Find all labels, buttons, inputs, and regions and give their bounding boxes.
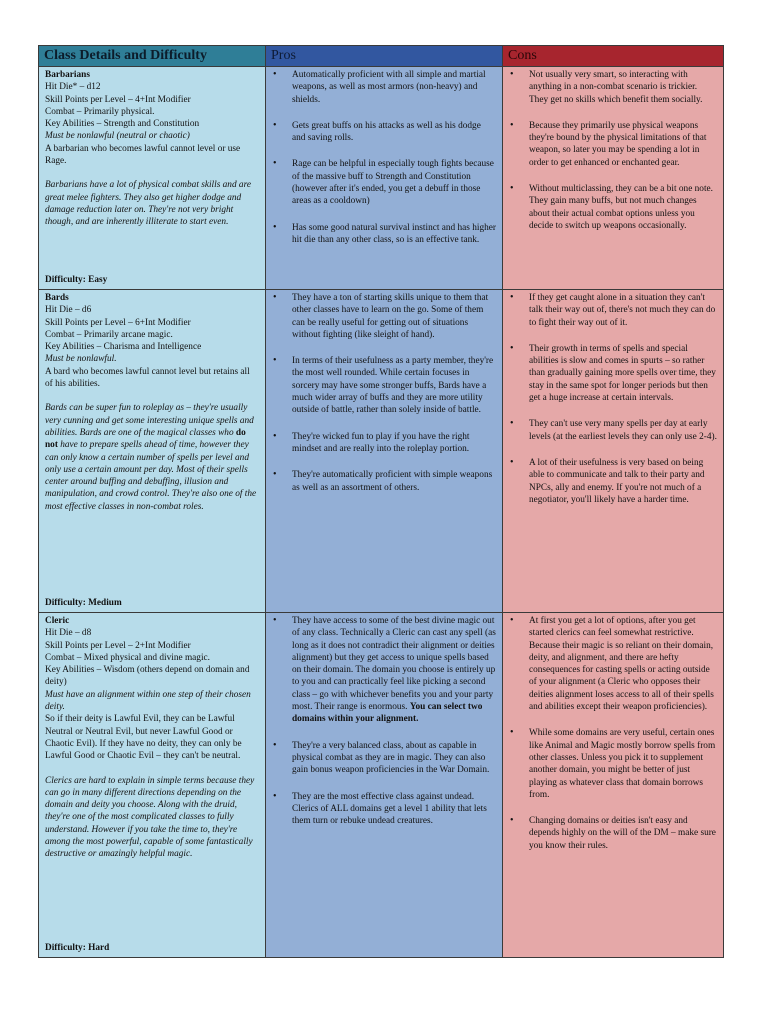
pro-text: They have access to some of the best divine magic out of any class. Technically a Cleric can cast any spell (as long as it does not contradict their alignment or deities alignment) but they get access to unique spells based on their domain. The domain you choose is entirely up to you and can practically feel like picking a second class – go with whichever benefits you and your party most. Their range is enormous. [292, 616, 496, 713]
pro-item: • They're wicked fun to play if you have the right mindset and are really into the roleplay portion. [270, 431, 496, 456]
row-barbarians [39, 67, 724, 290]
con-item: • Without multiclassing, they can be a bit one note. They gain many buffs, but not much changes about their actual combat options unless you decide to switch up weapons occasionally. [507, 183, 717, 232]
con-item: • A lot of their usefulness is very based on being able to communicate and talk to their party and NPCs, ally and enemy. If you're not much of a negotiator, you'll likely have a harder time. [507, 457, 717, 506]
description-part: have to prepare spells ahead of time, however they can only know a certain number of spells per level and only use a certain amount per day. Most of their spells center around buffing and debuffing, illusion and manipulation, and crowd control. They're also one of the most effective classes in non-combat roles. [45, 440, 257, 512]
key-abilities: Key Abilities – Strength and Constitution [45, 119, 200, 130]
class-description [45, 402, 259, 513]
bards-pros [266, 290, 503, 613]
row-cleric [39, 613, 724, 958]
con-item: • Changing domains or deities isn't easy and depends highly on the will of the DM – make sure you know their rules. [507, 815, 717, 852]
pro-item: • Automatically proficient with all simple and martial weapons, as well as most armors (non-heavy) and shields. [270, 69, 496, 106]
pro-emphasis: You can select two domains within your alignment. [292, 702, 483, 725]
class-name: Cleric [45, 616, 70, 626]
skill-points: Skill Points per Level – 6+Int Modifier [45, 317, 191, 328]
skill-points: Skill Points per Level – 2+Int Modifier [45, 640, 191, 651]
pro-item: • Rage can be helpful in especially tough fights because of the massive buff to Strength and Constitution (however after it's ended, you get a debuff in those areas as a cooldown) [270, 158, 496, 207]
description-part: Bards can be super fun to roleplay as – they're usually very cunning and get some interesting unique spells and abilities. Bards are one of the magical classes who [45, 403, 254, 438]
difficulty: Difficulty: Medium [45, 597, 122, 608]
class-name: Bards [45, 293, 69, 303]
bards-details [39, 290, 266, 613]
header-pros: Pros [266, 46, 503, 67]
difficulty: Difficulty: Hard [45, 942, 110, 953]
combat-type: Combat – Primarily physical. [45, 106, 155, 117]
pro-item: • Gets great buffs on his attacks as well as his dodge and saving rolls. [270, 120, 496, 145]
pro-item: • They're a very balanced class, about as capable in physical combat as they are in magic. They can also gain bonus weapon proficiencies in the War Domain. [270, 740, 496, 777]
pro-item [270, 615, 496, 726]
class-description: Barbarians have a lot of physical combat skills and are great melee fighters. They also get higher dodge and damage reduction later on. They're not very bright though, and are inherently illiterate to start even. [45, 180, 251, 228]
header-cons: Cons [503, 46, 724, 67]
bards-cons [503, 290, 724, 613]
con-item: • If they get caught alone in a situation they can't talk their way out of, there's not much they can do to fight their way out of it. [507, 292, 717, 329]
pro-item: • Has some good natural survival instinct and has higher hit die than any other class, so is an effective tank. [270, 222, 496, 247]
hit-die: Hit Die – d6 [45, 305, 92, 316]
alignment-rule: Must have an alignment within one step of their chosen deity. [45, 689, 251, 713]
combat-type: Combat – Mixed physical and divine magic. [45, 652, 210, 663]
difficulty: Difficulty: Easy [45, 274, 108, 285]
class-description: Clerics are hard to explain in simple terms because they can go in many different directions depending on the domain and deity you choose. Along with the druid, they're one of the most complicated classes to fully understand. However if you take the time to, they're among the most powerful, capable of some fantastically destructive or amazingly helpful magic. [45, 775, 255, 860]
barbarians-pros [266, 67, 503, 290]
header-row [39, 46, 724, 67]
class-table [38, 45, 724, 958]
con-item: • At first you get a lot of options, after you get started clerics can feel somewhat restrictive. Because their magic is so reliant on their domain, deity, and alignment, and there are hefty consequences for casting spells or acting outside of your alignment (a Cleric who opposes their deities alignment loses access to all of their spells and abilities except their weapon proficiencies). [507, 615, 717, 713]
cleric-pros [266, 613, 503, 958]
hit-die: Hit Die – d8 [45, 628, 92, 639]
con-item: • Because they primarily use physical weapons they're bound by the physical limitations of that weapon, so later you may be spending a lot in order to get enhanced or enchanted gear. [507, 120, 717, 169]
row-bards [39, 290, 724, 613]
pro-item: • They're automatically proficient with simple weapons as well as an assortment of others. [270, 469, 496, 494]
lawful-note: A barbarian who becomes lawful cannot level or use Rage. [45, 143, 241, 167]
skill-points: Skill Points per Level – 4+Int Modifier [45, 94, 191, 105]
pro-item: • They have a ton of starting skills unique to them that other classes have to learn on the go. Some of them can be really useful for getting out of situations without fighting (like sleight of hand). [270, 292, 496, 341]
key-abilities: Key Abilities – Wisdom (others depend on domain and deity) [45, 665, 250, 688]
hit-die: Hit Die* – d12 [45, 82, 101, 93]
cleric-details [39, 613, 266, 958]
alignment-rule: Must be nonlawful (neutral or chaotic) [45, 131, 190, 142]
pro-item: • In terms of their usefulness as a party member, they're the most well rounded. While certain focuses in sorcery may have some stronger buffs, Bards have a much wider array of buffs and they are more utility outside of battle, rather than solely inside of battle. [270, 355, 496, 416]
header-details: Class Details and Difficulty [39, 46, 266, 67]
con-item: • They can't use very many spells per day at early levels (at the earliest levels they can only use 2-4). [507, 418, 717, 443]
barbarians-details [39, 67, 266, 290]
con-item: • Not usually very smart, so interacting with anything in a non-combat scenario is trickier. They get no skills which benefit them socially. [507, 69, 717, 106]
barbarians-cons [503, 67, 724, 290]
cleric-cons [503, 613, 724, 958]
con-item: • While some domains are very useful, certain ones like Animal and Magic mostly borrow spells from other classes. Unless you pick it to supplement another domain, you might be better of just playing as whatever class that domain borrows from. [507, 727, 717, 801]
deity-note: So if their deity is Lawful Evil, they can be Lawful Neutral or Neutral Evil, but never Lawful Good or Chaotic Evil). If they have no deity, they can only be Lawful Good or Chaotic Evil – they can't be neutral. [45, 714, 242, 762]
class-name: Barbarians [45, 70, 90, 80]
lawful-note: A bard who becomes lawful cannot level but retains all of his abilities. [45, 366, 250, 390]
pro-item: • They are the most effective class against undead. Clerics of ALL domains get a level 1 ability that lets them turn or rebuke undead creatures. [270, 791, 496, 828]
combat-type: Combat – Primarily arcane magic. [45, 329, 173, 340]
con-item: • Their growth in terms of spells and special abilities is slow and comes in spurts – so rather than gradually gaining more spells over time, they stay in the same spot for longer periods but then get a huge increase at certain intervals. [507, 343, 717, 404]
key-abilities: Key Abilities – Charisma and Intelligence [45, 342, 202, 353]
alignment-rule: Must be nonlawful. [45, 354, 117, 365]
description-emphasis: do not [45, 427, 246, 451]
